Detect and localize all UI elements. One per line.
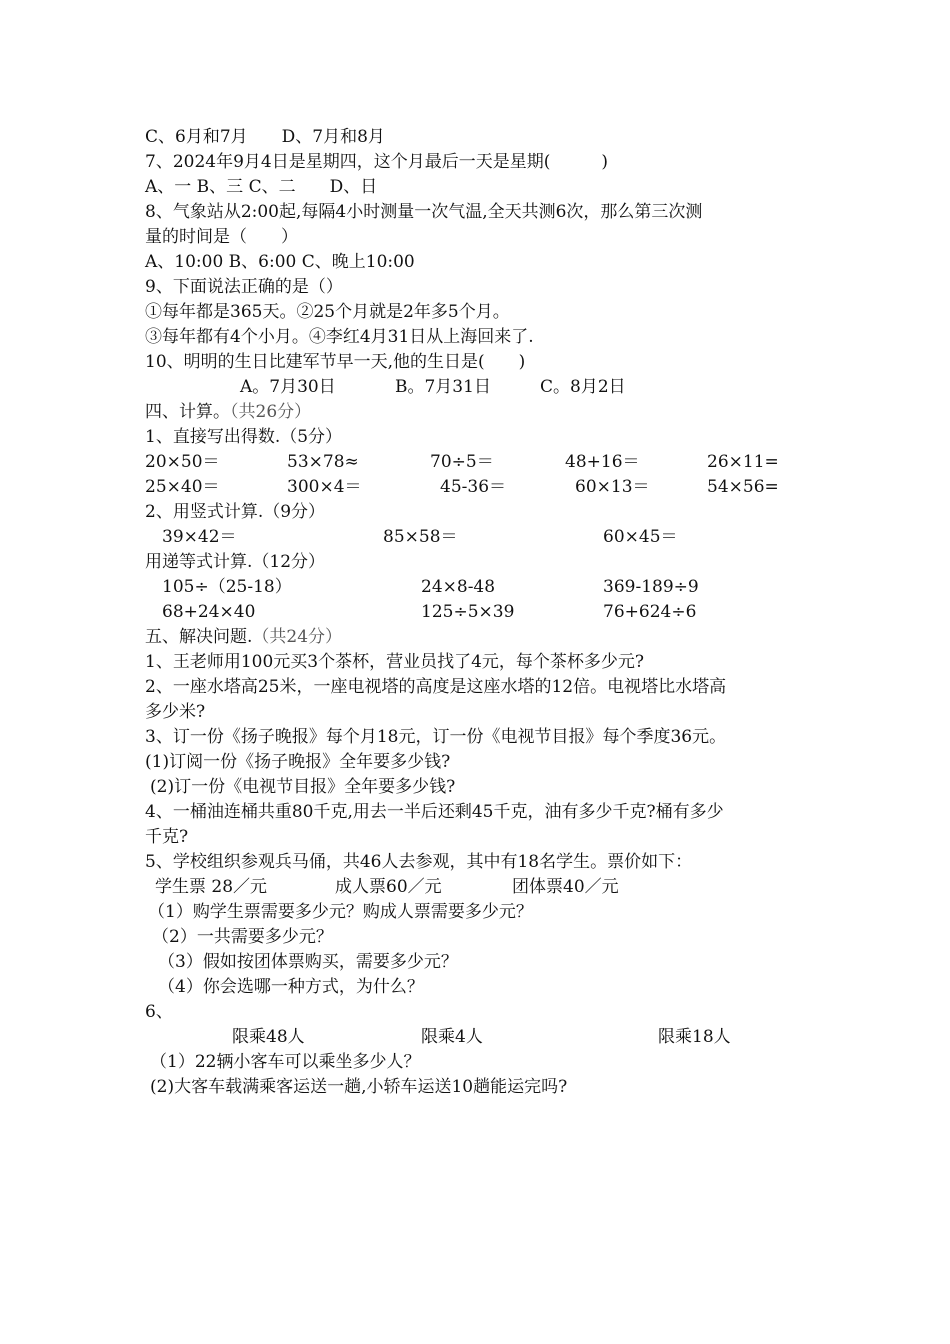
calc-item: 54×56= — [707, 477, 779, 497]
vertical-calc-item: 60×45＝ — [603, 527, 678, 547]
problem-5-sub1: （1）购学生票需要多少元？购成人票需要多少元？ — [148, 902, 533, 922]
q10-option-a: A。7月30日 — [240, 377, 336, 397]
calc-item: 26×11= — [707, 452, 779, 472]
calc-item: 45-36＝ — [440, 477, 507, 497]
section4-points: （共26分） — [230, 402, 312, 422]
q9-statements-line2: ③每年都有4个小月。④李红4月31日从上海回来了. — [145, 327, 534, 347]
vehicle-capacity: 限乘48人 — [232, 1027, 305, 1047]
stepwise-calc-item: 125÷5×39 — [421, 602, 515, 622]
calc-item: 48+16＝ — [565, 452, 640, 472]
problem-1: 1、王老师用100元买3个茶杯，营业员找了4元，每个茶杯多少元? — [145, 652, 645, 672]
section5-points: （共24分） — [252, 627, 343, 647]
stepwise-calc-item: 105÷（25-18） — [162, 577, 292, 597]
q10-option-c: C。8月2日 — [540, 377, 626, 397]
section4-title: 四、计算。 — [145, 402, 230, 422]
q6-options: C、6月和7月 D、7月和8月 — [145, 127, 385, 147]
vehicle-capacity: 限乘18人 — [658, 1027, 731, 1047]
problem-6: 6、 — [145, 1002, 173, 1022]
problem-6-sub1: （1）22辆小客车可以乘坐多少人？ — [150, 1052, 421, 1072]
ticket-price: 学生票 28／元 — [155, 877, 268, 897]
problem-2-line2: 多少米? — [145, 702, 206, 722]
problem-4-line1: 4、一桶油连桶共重80千克,用去一半后还剩45千克，油有多少千克?桶有多少 — [145, 802, 724, 822]
problem-5: 5、学校组织参观兵马俑，共46人去参观，其中有18名学生。票价如下： — [145, 852, 693, 872]
q8-options: A、10:00 B、6:00 C、晚上10:00 — [145, 252, 415, 272]
calc-item: 60×13＝ — [575, 477, 650, 497]
problem-2-line1: 2、一座水塔高25米，一座电视塔的高度是这座水塔的12倍。电视塔比水塔高 — [145, 677, 727, 697]
stepwise-calc-item: 24×8-48 — [421, 577, 496, 597]
q8-question-line2: 量的时间是（ ） — [145, 227, 298, 247]
q7-options: A、一 B、三 C、二 D、日 — [145, 177, 378, 197]
q7-question: 7、2024年9月4日是星期四，这个月最后一天是星期( ) — [145, 152, 608, 172]
q8-question-line1: 8、气象站从2:00起,每隔4小时测量一次气温,全天共测6次，那么第三次测 — [145, 202, 703, 222]
problem-5-sub3: （3）假如按团体票购买，需要多少元？ — [158, 952, 458, 972]
vehicle-capacity: 限乘4人 — [421, 1027, 483, 1047]
stepwise-calc-item: 76+624÷6 — [603, 602, 697, 622]
q10-option-b: B。7月31日 — [395, 377, 491, 397]
ticket-price: 成人票60／元 — [335, 877, 442, 897]
problem-3-sub2: (2)订一份《电视节目报》全年要多少钱? — [150, 777, 456, 797]
section4-part2-title: 2、用竖式计算.（9分） — [145, 502, 326, 522]
problem-3-sub1: (1)订阅一份《扬子晚报》全年要多少钱? — [145, 752, 451, 772]
calc-item: 25×40＝ — [145, 477, 220, 497]
problem-5-sub4: （4）你会选哪一种方式，为什么？ — [158, 977, 424, 997]
section4-part3-title: 用递等式计算.（12分） — [145, 552, 326, 572]
q9-statements-line1: ①每年都是365天。②25个月就是2年多5个月。 — [145, 302, 510, 322]
vertical-calc-item: 85×58＝ — [383, 527, 458, 547]
calc-item: 20×50＝ — [145, 452, 220, 472]
calc-item: 300×4＝ — [287, 477, 362, 497]
section5-title: 五、解决问题. — [145, 627, 253, 647]
section4-part1-title: 1、直接写出得数.（5分） — [145, 427, 343, 447]
problem-4-line2: 千克? — [145, 827, 189, 847]
calc-item: 70÷5＝ — [430, 452, 494, 472]
problem-3: 3、订一份《扬子晚报》每个月18元，订一份《电视节目报》每个季度36元。 — [145, 727, 727, 747]
stepwise-calc-item: 369-189÷9 — [603, 577, 699, 597]
q9-question: 9、下面说法正确的是（） — [145, 277, 343, 297]
section4-heading — [145, 401, 311, 423]
stepwise-calc-item: 68+24×40 — [162, 602, 256, 622]
problem-6-sub2: (2)大客车载满乘客运送一趟,小轿车运送10趟能运完吗? — [150, 1077, 568, 1097]
problem-5-sub2: （2）一共需要多少元？ — [152, 927, 333, 947]
vertical-calc-item: 39×42＝ — [162, 527, 237, 547]
ticket-price: 团体票40／元 — [512, 877, 619, 897]
q10-question: 10、明明的生日比建军节早一天,他的生日是( ) — [145, 352, 526, 372]
section5-heading — [145, 626, 342, 648]
calc-item: 53×78≈ — [287, 452, 359, 472]
